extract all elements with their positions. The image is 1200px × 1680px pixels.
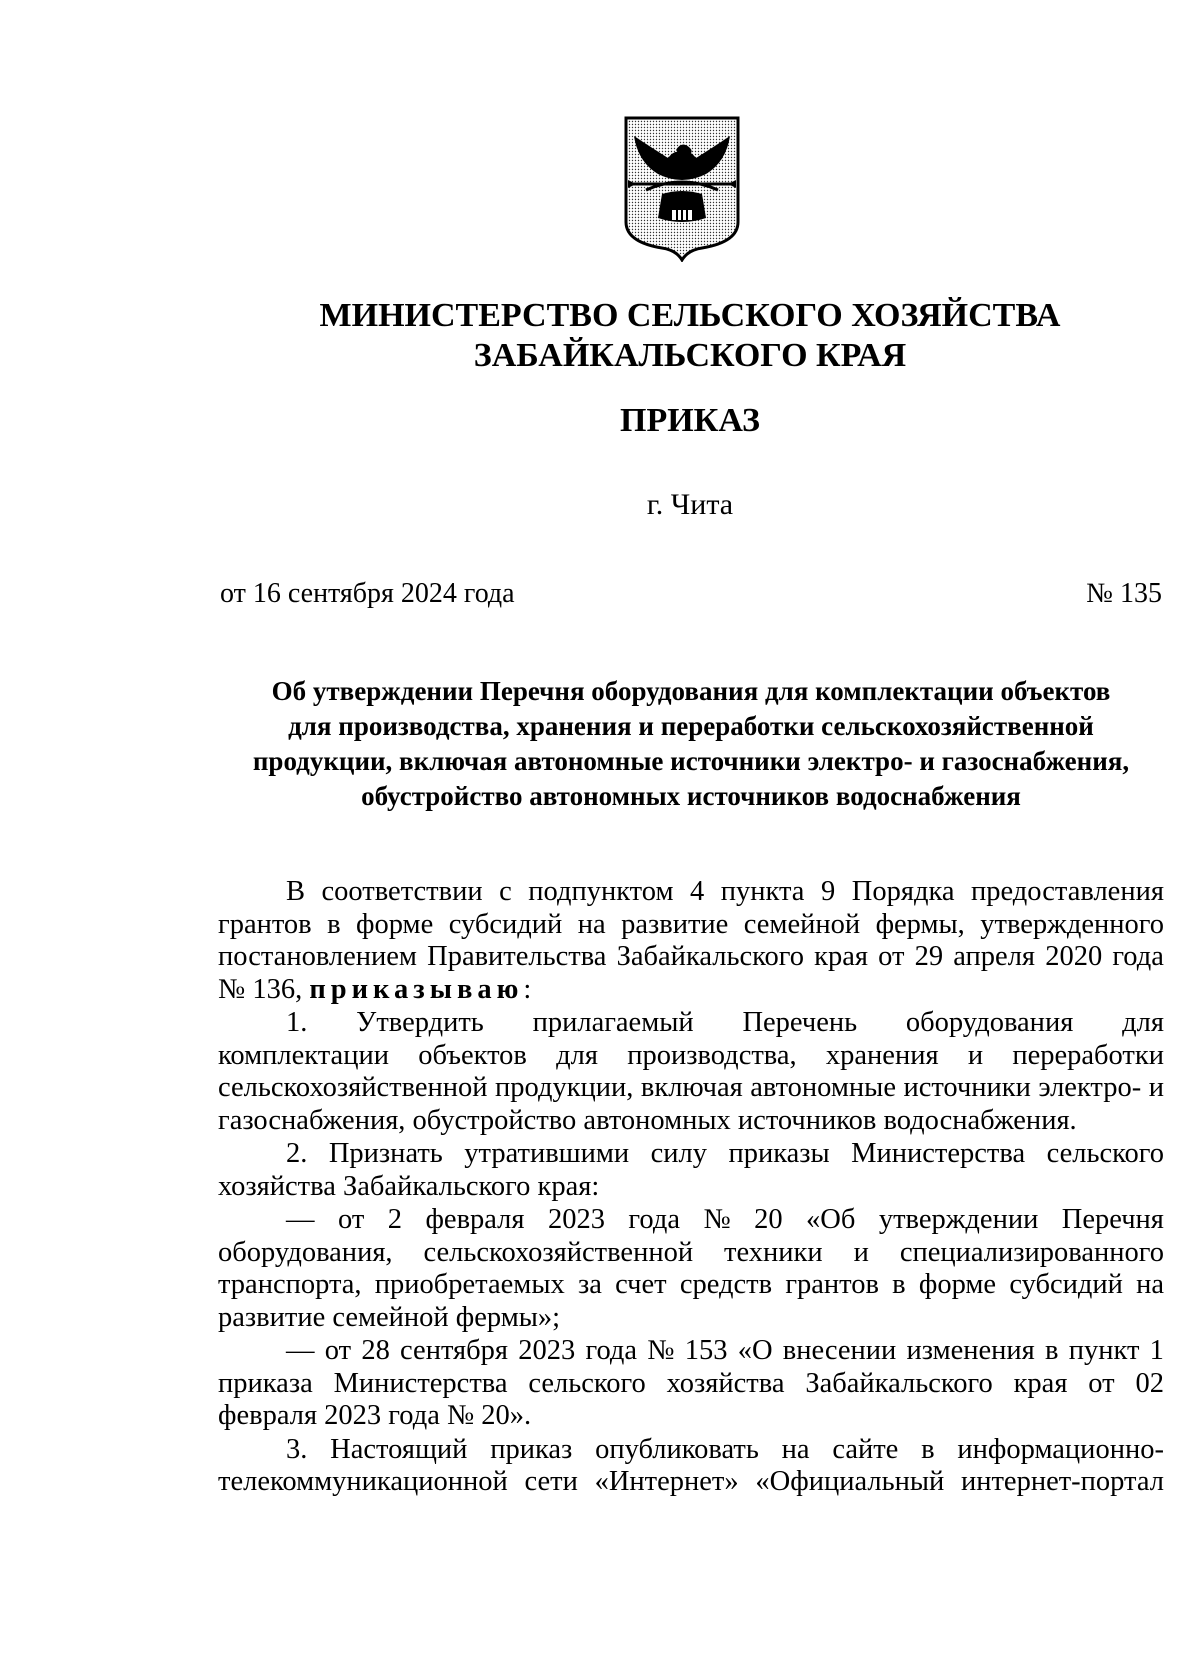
word: № xyxy=(647,1335,675,1366)
word: Перечня xyxy=(1061,1204,1164,1235)
word: 20 xyxy=(754,1204,783,1235)
word: оборудования, xyxy=(218,1236,393,1268)
body-line xyxy=(218,1466,1164,1499)
order-keyword-colon: : xyxy=(523,973,532,1005)
order-number-ref: № 136, xyxy=(218,973,310,1005)
word: пункта xyxy=(720,876,805,907)
word: прилагаемый xyxy=(532,1007,694,1038)
body-line xyxy=(218,1007,1164,1040)
body-line xyxy=(218,1204,1164,1237)
word: утратившими xyxy=(464,1138,630,1169)
subject-line: для производства, хранения и переработки сельскохозяйственной xyxy=(288,711,1094,741)
word: от xyxy=(878,941,905,972)
word: счет xyxy=(615,1269,667,1300)
word: «Официальный xyxy=(755,1466,945,1497)
word: в xyxy=(892,1269,906,1300)
word: приказ xyxy=(490,1433,573,1465)
body-line xyxy=(218,909,1164,942)
word: грантов xyxy=(218,908,312,940)
word: 02 xyxy=(1135,1367,1164,1399)
word: 2020 xyxy=(1045,941,1103,972)
ministry-name-line2: ЗАБАЙКАЛЬСКОГО КРАЯ xyxy=(473,337,907,374)
word: средств xyxy=(679,1269,773,1300)
body-line: газоснабжения, обустройство автономных источников водоснабжения. xyxy=(218,1104,1077,1136)
word: года xyxy=(1112,941,1164,972)
word: года xyxy=(585,1335,638,1366)
word: для xyxy=(556,1039,598,1071)
word: 153 xyxy=(684,1335,728,1366)
ministry-name xyxy=(0,296,1200,376)
word: 4 xyxy=(690,876,705,907)
document-number: № 135 xyxy=(1086,578,1162,609)
word: 28 xyxy=(361,1335,390,1366)
body-line xyxy=(218,1072,1164,1105)
word: «Интернет» xyxy=(594,1466,739,1497)
word: переработки xyxy=(1012,1039,1164,1071)
word: № xyxy=(703,1204,731,1235)
word: сельского xyxy=(528,1367,646,1399)
word: включая xyxy=(640,1072,743,1103)
body-line: развитие семейной фермы»; xyxy=(218,1301,561,1333)
body-line xyxy=(218,1237,1164,1270)
word: 2023 xyxy=(547,1204,605,1235)
word: «О xyxy=(737,1335,773,1366)
word: на xyxy=(781,1433,810,1465)
word: подпунктом xyxy=(528,876,674,907)
word: семейной xyxy=(743,908,861,940)
word: интернет-портал xyxy=(960,1466,1164,1497)
word: 1. xyxy=(286,1007,308,1038)
body-line xyxy=(218,1138,1164,1171)
body-line: хозяйства Забайкальского края: xyxy=(218,1170,600,1202)
word: сентября xyxy=(400,1335,508,1366)
word: за xyxy=(577,1269,602,1300)
word: силу xyxy=(650,1138,707,1169)
word: Признать xyxy=(328,1138,443,1169)
word: Перечень xyxy=(742,1007,858,1038)
word: приобретаемых xyxy=(374,1269,565,1300)
word: постановлением xyxy=(218,941,417,972)
word: субсидий xyxy=(448,908,563,940)
word: от xyxy=(1088,1367,1115,1399)
word: Министерства xyxy=(851,1138,1026,1169)
word: и xyxy=(853,1236,869,1268)
word: Правительства xyxy=(427,941,607,972)
word: от xyxy=(337,1204,365,1235)
body-line xyxy=(218,876,1164,909)
word: на xyxy=(577,908,606,940)
word: Министерства xyxy=(333,1367,508,1399)
word: опубликовать xyxy=(595,1433,759,1465)
word: комплектации xyxy=(218,1039,389,1071)
word: специализированного xyxy=(899,1236,1164,1268)
document-body xyxy=(218,876,1164,1499)
word: и xyxy=(967,1039,984,1071)
word: 29 xyxy=(914,941,944,972)
body-line xyxy=(218,1434,1164,1467)
word: Порядка xyxy=(851,876,955,907)
body-line xyxy=(218,1335,1164,1368)
word: с xyxy=(499,876,512,907)
body-line xyxy=(218,1269,1164,1302)
word: Забайкальского xyxy=(616,941,805,972)
document-date: от 16 сентября 2024 года xyxy=(220,578,515,609)
word: 1 xyxy=(1149,1335,1164,1366)
word: для xyxy=(1122,1007,1164,1038)
word: электро- xyxy=(1038,1072,1142,1103)
word: источники xyxy=(903,1072,1031,1103)
word: и xyxy=(1148,1072,1164,1103)
word: сети xyxy=(524,1466,578,1497)
word: «Об xyxy=(806,1204,856,1235)
body-line xyxy=(218,1368,1164,1401)
word: года xyxy=(628,1204,680,1235)
word: оборудования xyxy=(905,1007,1074,1038)
word: 2 xyxy=(387,1204,402,1235)
word: утвержденного xyxy=(980,908,1164,940)
word: форме xyxy=(356,908,434,940)
word: производства, xyxy=(627,1039,797,1071)
word: предоставления xyxy=(971,876,1164,907)
word: сельскохозяйственной xyxy=(218,1072,488,1103)
document-subject xyxy=(220,674,1162,814)
word: Забайкальского xyxy=(805,1367,993,1399)
city: г. Чита xyxy=(646,488,734,521)
word: изменения xyxy=(906,1335,1035,1366)
word: грантов xyxy=(785,1269,879,1300)
word: утверждении xyxy=(878,1204,1039,1235)
word: от xyxy=(324,1335,352,1366)
word: хранения xyxy=(825,1039,939,1071)
word: форме xyxy=(918,1269,997,1300)
subject-line: Об утверждении Перечня оборудования для комплектации объектов xyxy=(271,676,1111,706)
word: информационно- xyxy=(957,1433,1164,1465)
word: объектов xyxy=(418,1039,527,1071)
word: 3. xyxy=(286,1433,308,1465)
subject-line: обустройство автономных источников водоснабжения xyxy=(361,781,1021,811)
word: края xyxy=(1013,1367,1068,1399)
word: 9 xyxy=(820,876,836,907)
word: в xyxy=(921,1433,935,1465)
word: телекоммуникационной xyxy=(218,1466,508,1497)
word: продукции, xyxy=(495,1072,634,1103)
word: сельского xyxy=(1046,1138,1164,1169)
word: пункт xyxy=(1068,1335,1140,1366)
word: 2023 xyxy=(518,1335,576,1366)
coat-of-arms-icon xyxy=(622,114,742,262)
word: транспорта, xyxy=(218,1269,362,1300)
body-line xyxy=(218,1040,1164,1073)
body-line: февраля 2023 года № 20». xyxy=(218,1400,532,1431)
word: Настоящий xyxy=(330,1433,468,1465)
word: Утвердить xyxy=(356,1007,484,1038)
word: — xyxy=(286,1204,315,1235)
order-keyword: приказываю xyxy=(309,973,524,1005)
word: сайте xyxy=(832,1433,899,1465)
word: 2. xyxy=(286,1138,308,1169)
word: края xyxy=(814,941,869,972)
subject-line: продукции, включая автономные источники электро- и газоснабжения, xyxy=(252,746,1130,776)
word: внесении xyxy=(782,1335,897,1366)
word: апреля xyxy=(953,941,1036,972)
word: соответствии xyxy=(321,876,483,907)
word: фермы, xyxy=(875,908,965,940)
word: в xyxy=(327,908,341,940)
word: В xyxy=(286,876,306,907)
word: хозяйства xyxy=(666,1367,785,1399)
word: автономные xyxy=(750,1072,896,1103)
word: в xyxy=(1045,1335,1059,1366)
word: приказа xyxy=(218,1367,313,1399)
body-line xyxy=(218,974,1164,1007)
word: на xyxy=(1136,1269,1164,1300)
word: сельскохозяйственной xyxy=(423,1236,694,1268)
word: февраля xyxy=(425,1204,525,1235)
word: — xyxy=(286,1335,315,1366)
word: развитие xyxy=(621,908,729,940)
word: субсидий xyxy=(1009,1269,1123,1300)
word: приказы xyxy=(728,1138,830,1169)
ministry-name-line1: МИНИСТЕРСТВО СЕЛЬСКОГО ХОЗЯЙСТВА xyxy=(319,297,1061,334)
word: техники xyxy=(724,1236,823,1268)
document-type: ПРИКАЗ xyxy=(620,402,760,439)
body-line xyxy=(218,941,1164,974)
